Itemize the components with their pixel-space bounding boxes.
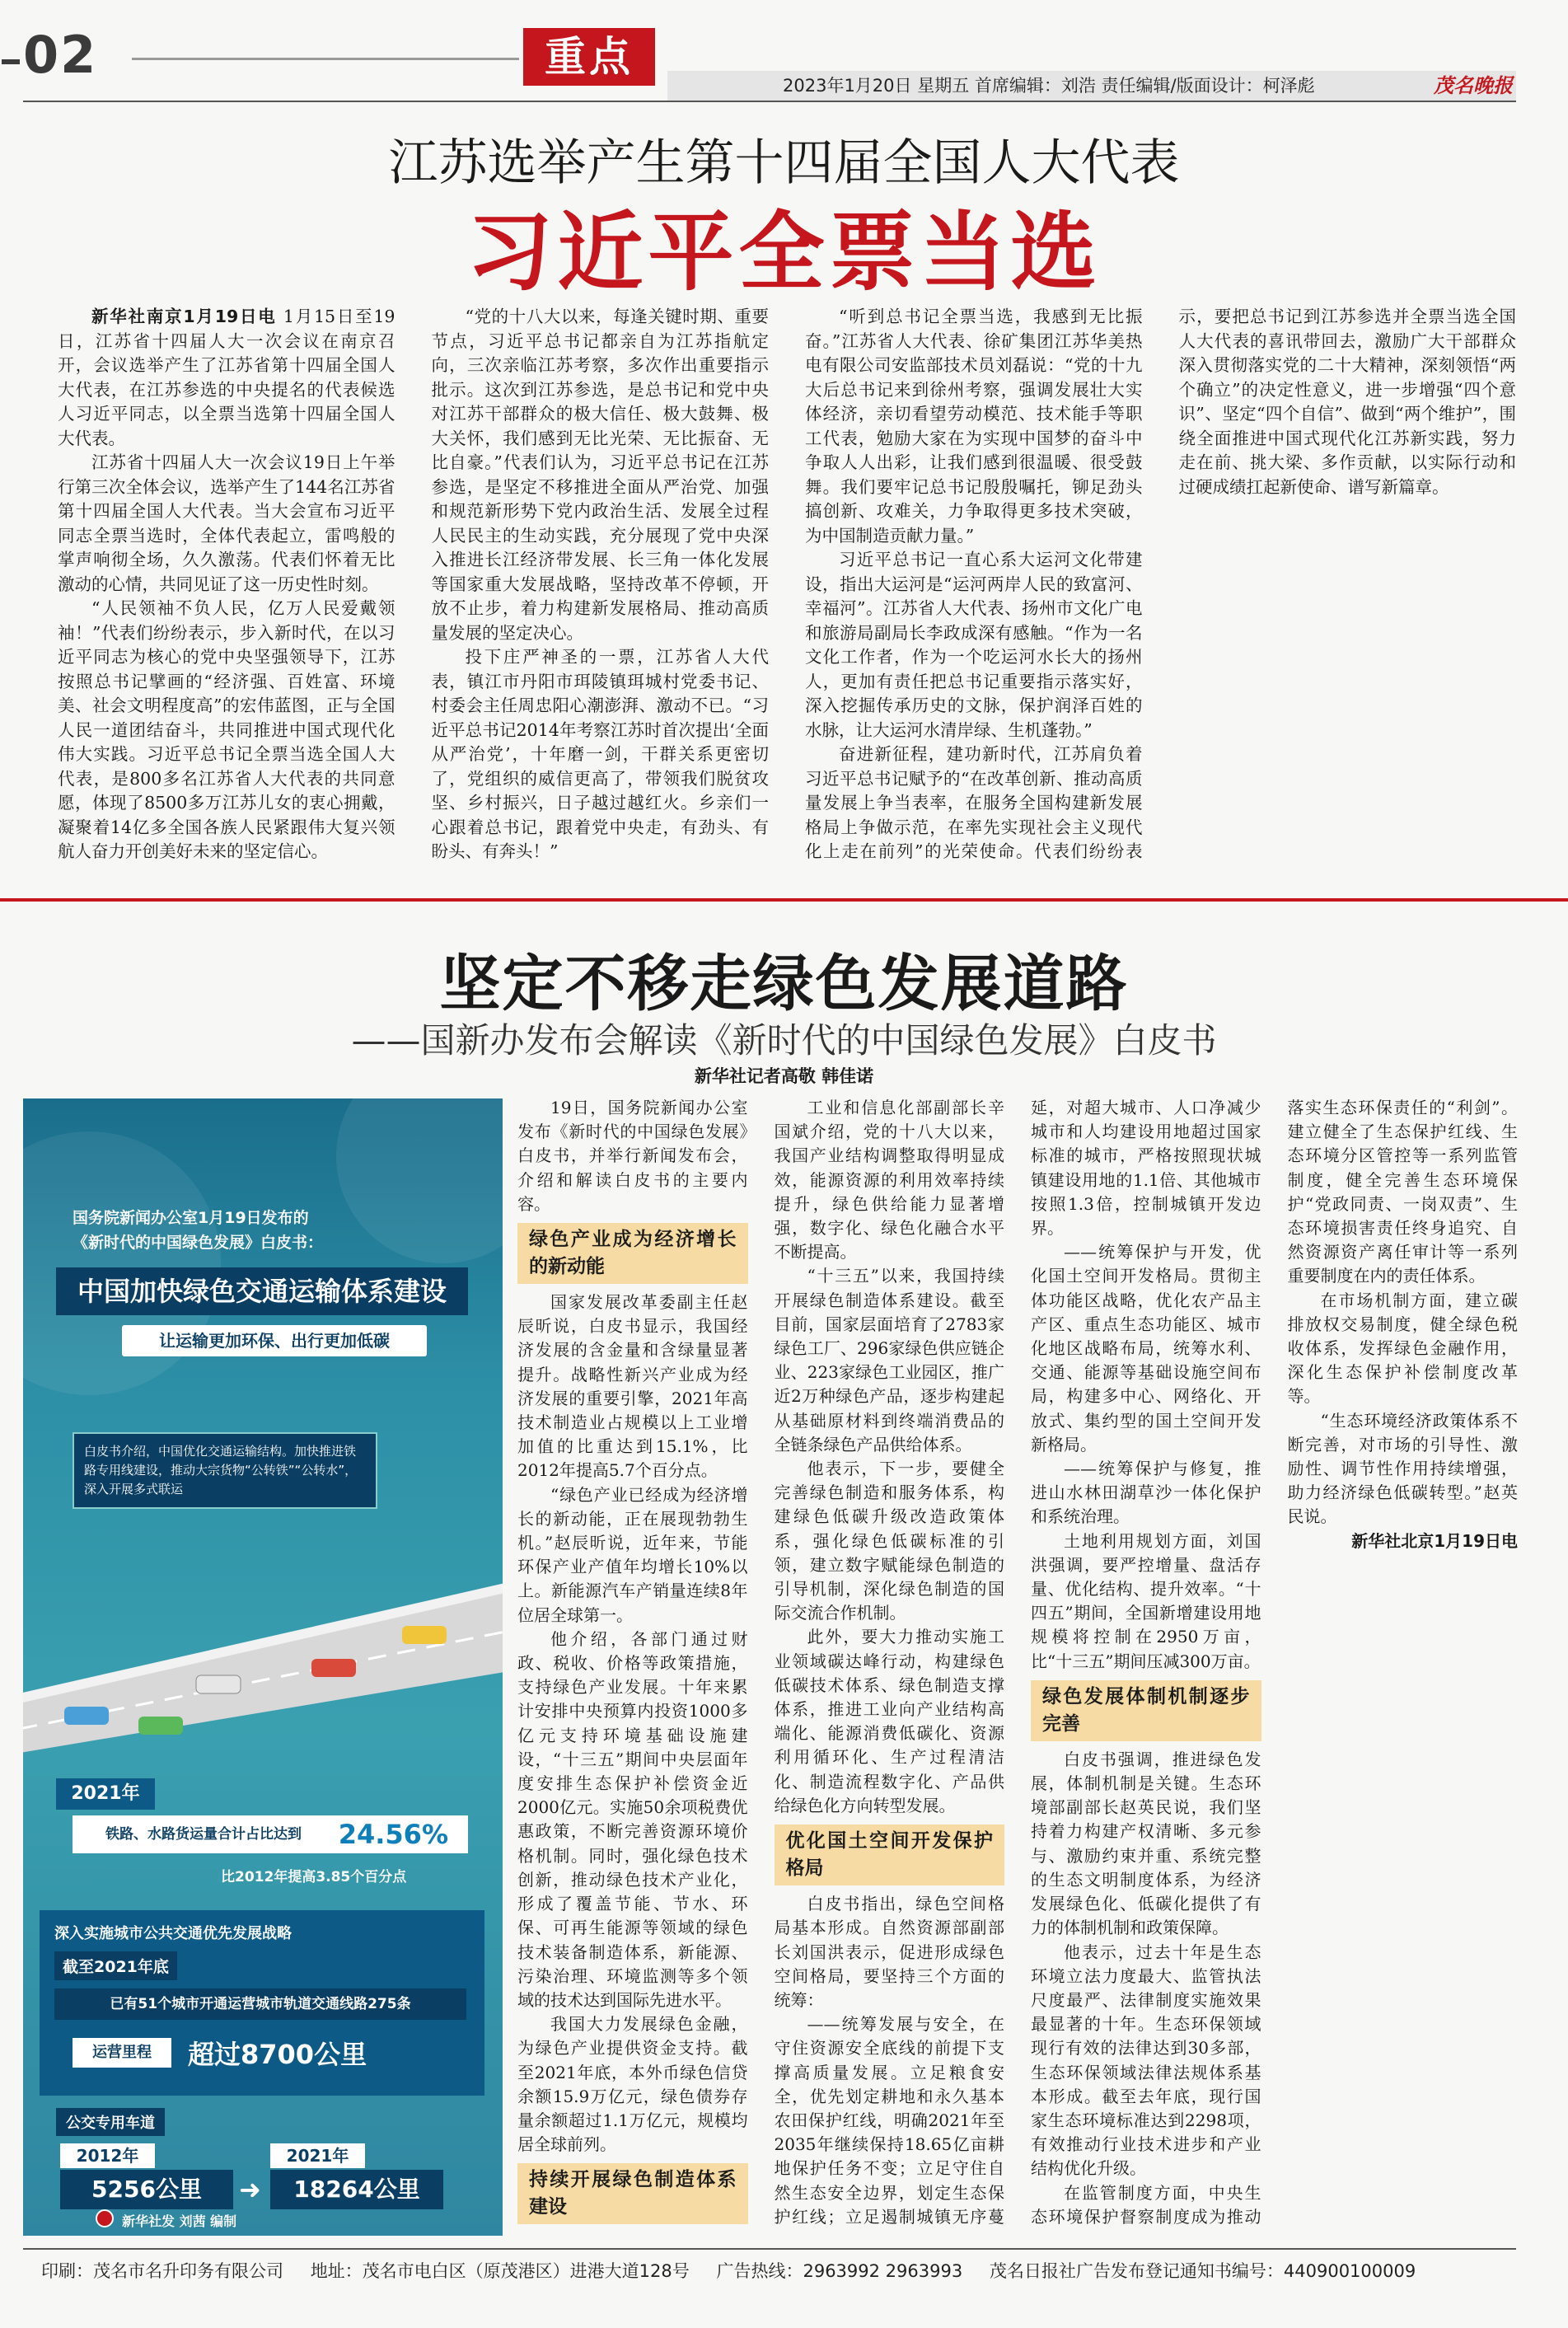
info-caption: 国务院新闻办公室1月19日发布的 — [73, 1209, 309, 1227]
car-icon — [64, 1707, 109, 1725]
article1-dateline: 新华社南京1月19日电 — [91, 307, 277, 326]
stat-increase: 比2012年提高3.85个百分点 — [221, 1869, 407, 1885]
article2-paragraph: 白皮书强调，推进绿色发展，体制机制是关键。生态环境部副部长赵英民说，我们坚持着力构建产权清晰、多元参与、激励约束并重、系统完整的生态文明制度体系，为经济发展绿色化、低碳化提供了有力的体制机制和政策保障。 — [1031, 1749, 1261, 1938]
stat-bar — [73, 1815, 468, 1853]
article2-paragraph: 19日，国务院新闻办公室发布《新时代的中国绿色发展》白皮书，并举行新闻发布会，介绍和解读白皮书的主要内容。 — [517, 1098, 748, 1214]
footer-address: 地址：茂名市电白区（原茂港区）进港大道128号 — [310, 2261, 690, 2281]
article2-paragraph: “生态环境经济政策体系不断完善，对市场的引导性、激励性、调节性作用持续增强，助力经济绿色低碳转型。”赵英民说。 — [1287, 1410, 1518, 1527]
article2-title: 坚定不移走绿色发展道路 — [439, 949, 1129, 1019]
article2-paragraph: 在监管制度方面，中央生态环境保护督察制度成为推动落实生态环保责任的“利剑”。建立健全了生态保护红线、生态环境分区管控等一系列监管制度，健全完善生态环境保护“党政同责、一岗双责”、生态环境损害责任终身追究、自然资源资产离任审计等一系列重要制度在内的责任体系。 — [1031, 1098, 1518, 2227]
article2-paragraph: 国家发展改革委副主任赵辰昕说，白皮书显示，我国经济发展的含金量和含绿量显著提升。战略性新兴产业成为经济发展的重要引擎，2021年高技术制造业占规模以上工业增加值的比重达到15.1%，比2012年提高5.7个百分点。 — [517, 1292, 748, 1481]
bus-year-2021: 2021年 — [270, 2143, 365, 2168]
article2-subhead: 绿色产业成为经济增长的新动能 — [517, 1223, 748, 1284]
info-caption: 《新时代的中国绿色发展》白皮书： — [73, 1234, 324, 1252]
article1-paragraph: 习近平总书记一直心系大运河文化带建设，指出大运河是“运河两岸人民的致富河、幸福河”。江苏省人大代表、扬州市文化广电和旅游局副局长李政成深有感触。“作为一名文化工作者，作为一个吃运河水长大的扬州人，更加有责任把总书记重要指示落实好，深入挖掘传承历史的文脉，保护润泽百姓的水脉，让大运河水清岸绿、生机蓬勃。” — [805, 550, 1143, 740]
article2-paragraph: ——统筹发展与安全，在守住资源安全底线的前提下支撑高质量发展。立足粮食安全，优先划定耕地和永久基本农田保护红线，明确2021年至2035年继续保持18.65亿亩耕地保护任务不变；立足守住自然生态安全边界，划定生态保护红线；立足遏制城镇无序蔓延，对超大城市、人口净减少城市和人均建设用地超过国家标准的城市，严格按照现状城镇建设用地的1.1倍、其他城市按照1.3倍，控制城镇开发边界。 — [774, 1098, 1261, 2227]
transit-count: 已有51个城市开通运营城市轨道交通线路275条 — [54, 1988, 466, 2020]
article2-subhead: 优化国土空间开发保护格局 — [775, 1824, 1005, 1885]
article2-paragraph: “十三五”以来，我国持续开展绿色制造体系建设。截至目前，国家层面培育了2783家绿色工厂、296家绿色供应链企业、223家绿色工业园区，推广近2万种绿色产品，逐步构建起从基础原材料到终端消费品的全链条绿色产品供给体系。 — [774, 1266, 1004, 1454]
article2-paragraph: 在市场机制方面，建立碳排放权交易制度，健全绿色税收体系，发挥绿色金融作用，深化生态保护补偿制度改革等。 — [1287, 1290, 1518, 1407]
stat-value: 24.56% — [338, 1819, 448, 1850]
footer-license: 茂名日报社广告发布登记通知书编号：440900100009 — [989, 2261, 1416, 2281]
transit-label: 运营里程 — [73, 2038, 171, 2068]
stat-label: 铁路、水路货运量合计占比达到 — [105, 1826, 302, 1843]
masthead-rule — [23, 101, 1516, 102]
stat-year: 2021年 — [56, 1778, 155, 1810]
article1-title: 习近平全票当选 — [466, 202, 1102, 302]
car-icon — [402, 1626, 447, 1644]
article2-body — [517, 1096, 1518, 2241]
article1-subtitle: 江苏选举产生第十四届全国人大代表 — [388, 134, 1180, 192]
car-icon — [311, 1659, 356, 1677]
footer-rule — [23, 2248, 1516, 2250]
article2-signoff: 新华社北京1月19日电 — [1351, 1530, 1518, 1551]
article2-paragraph: 白皮书指出，绿色空间格局基本形成。自然资源部副部长刘国洪表示，促进形成绿色空间格局，要坚持三个方面的统筹： — [774, 1894, 1004, 2010]
info-credit: 新华社发 刘茜 编制 — [122, 2213, 237, 2229]
article2-paragraph: 土地利用规划方面，刘国洪强调，要严控增量、盘活存量、优化结构、提升效率。“十四五”期间，全国新增建设用地规模将控制在2950万亩，比“十三五”期间压减300万亩。 — [1031, 1530, 1261, 1671]
highway-illustration — [23, 1560, 503, 1758]
article2-paragraph: “绿色产业已经成为经济增长的新动能，正在展现勃勃生机。”赵辰昕说，近年来，节能环保产业产值年均增长10%以上。新能源汽车产销量连续8年位居全球第一。 — [517, 1484, 748, 1625]
masthead-info-bar — [667, 71, 1516, 101]
bus-lane-title: 公交专用车道 — [56, 2108, 165, 2136]
bus-year-2012: 2012年 — [60, 2143, 155, 2168]
xinhua-logo-icon — [96, 2209, 114, 2227]
page-number: 02 — [23, 25, 98, 85]
article1-paragraph: 投下庄严神圣的一票，江苏省人大代表，镇江市丹阳市珥陵镇珥城村党委书记、村委会主任周忠阳心潮澎湃、激动不已。“习近平总书记2014年考察江苏时首次提出‘全面从严治党’，十年磨一剑，干群关系更密切了，党组织的威信更高了，带领我们脱贫攻坚、乡村振兴，日子越过越红火。乡亲们一心跟着总书记，跟着党中央走，有劲头、有盼头、有奔头！” — [431, 647, 769, 861]
transit-title: 深入实施城市公共交通优先发展战略 — [54, 1925, 292, 1942]
article2-paragraph: ——统筹保护与修复，推进山水林田湖草沙一体化保护和系统治理。 — [1031, 1459, 1261, 1527]
article2-paragraph: 工业和信息化部副部长辛国斌介绍，党的十八大以来，我国产业结构调整取得明显成效，能源资源的利用效率持续提升，绿色供给能力显著增强，数字化、绿色化融合水平不断提高。 — [774, 1098, 1004, 1262]
article1-body — [58, 305, 1516, 882]
bus-value-2021: 18264公里 — [270, 2170, 443, 2209]
article2-byline: 新华社记者高敬 韩佳诺 — [694, 1066, 874, 1086]
arrow-right-icon: ➜ — [239, 2174, 261, 2205]
article1-paragraph: “听到总书记全票当选，我感到无比振奋。”江苏省人大代表、徐矿集团江苏华美热电有限公司安监部技术员刘磊说：“党的十九大后总书记来到徐州考察，强调发展壮大实体经济，亲切看望劳动模范、技术能手等职工代表，勉励大家在为实现中国梦的奋斗中争取人人出彩，让我们感到很温暖、很受鼓舞。我们要牢记总书记殷殷嘱托，铆足劲头搞创新、攻难关，力争取得更多技术突破，为中国制造贡献力量。” — [805, 307, 1143, 546]
article2-paragraph: 他表示，过去十年是生态环境立法力度最大、监管执法尺度最严、法律制度实施效果最显著的十年。生态环保领域现行有效的法律达到30多部，生态环保领域法律法规体系基本形成。截至去年底，现行国家生态环境标准达到2298项，有效推动行业技术进步和产业结构优化升级。 — [1031, 1942, 1261, 2179]
car-icon — [196, 1675, 241, 1693]
article2-paragraph: 此外，要大力推动实施工业领域碳达峰行动，构建绿色低碳技术体系、绿色制造支撑体系，推进工业向产业结构高端化、能源消费低碳化、资源利用循环化、生产过程清洁化、制造流程数字化、产品供给绿色化方向转型发展。 — [774, 1627, 1004, 1815]
article1-paragraph: 奋进新征程，建功新时代，江苏肩负着习近平总书记赋予的“在改革创新、推动高质量发展上争当表率，在服务全国构建新发展格局上争做示范，在率先实现社会主义现代化上走在前列”的光荣使命。代表们纷纷表示，要把总书记到江苏参选并全票当选全国人大代表的喜讯带回去，激励广大干部群众深入贯彻落实党的二十大精神，深刻领悟“两个确立”的决定性意义，进一步增强“四个意识”、坚定“四个自信”、做到“两个维护”，围绕全面推进中国式现代化江苏新实践，努力走在前、挑大梁、多作贡献，以实际行动和过硬成绩扛起新使命、谱写新篇章。 — [805, 307, 1516, 861]
bus-value-2012: 5256公里 — [60, 2170, 233, 2209]
info-headline: 中国加快绿色交通运输体系建设 — [56, 1267, 468, 1315]
article1-paragraph: “党的十八大以来，每逢关键时期、重要节点，习近平总书记都亲自为江苏指航定向，三次亲临江苏考察，多次作出重要指示批示。这次到江苏参选，是总书记和党中央对江苏干部群众的极大信任、极大鼓舞、极大关怀，我们感到无比光荣、无比振奋、无比自豪。”代表们认为，习近平总书记在江苏参选，是坚定不移推进全面从严治党、加强和规范新形势下党内政治生活、发展全过程人民民主的生动实践，充分展现了党中央深入推进长江经济带发展、长三角一体化发展等国家重大发展战略，坚持改革不停顿，开放不止步，着力构建新发展格局、推动高质量发展的坚定决心。 — [431, 307, 769, 643]
article1-paragraph: 江苏省十四届人大一次会议19日上午举行第三次全体会议，选举产生了144名江苏省第十四届全国人大代表。当大会宣布习近平同志全票当选时，全体代表起立，雷鸣般的掌声响彻全场，久久激荡。代表们怀着无比激动的心情，共同见证了这一历史性时刻。 — [58, 452, 396, 594]
article2-subhead: 绿色发展体制机制逐步完善 — [1031, 1680, 1261, 1741]
section-tag: 重点 — [523, 28, 655, 86]
transit-box — [40, 1910, 484, 2096]
road-surface — [23, 1585, 503, 1758]
article2-paragraph: ——统筹保护与开发，优化国土空间开发格局。贯彻主体功能区战略，优化农产品主产区、重点生态功能区、城市化地区战略布局，统筹水利、交通、能源等基础设施空间布局，构建多中心、网络化、开放式、集约型的国土空间开发新格局。 — [1031, 1242, 1261, 1454]
info-tagline: 让运输更加环保、出行更加低碳 — [122, 1325, 427, 1356]
article1-paragraph: 新华社南京1月19日电 1月15日至19日，江苏省十四届人大一次会议在南京召开，会议选举产生了江苏省第十四届全国人大代表，在江苏参选的中央提名的代表候选人习近平同志，以全票当选第十四届全国人大代表。 — [58, 307, 396, 448]
transit-year: 截至2021年底 — [54, 1951, 177, 1980]
article2-subhead: 持续开展绿色制造体系建设 — [517, 2163, 748, 2224]
car-icon — [138, 1717, 183, 1735]
article1-paragraph: “人民领袖不负人民，亿万人民爱戴领袖！”代表们纷纷表示，步入新时代，在以习近平同志为核心的党中央坚强领导下，江苏按照总书记擘画的“经济强、百姓富、环境美、社会文明程度高”的宏伟蓝图，正与全国人民一道团结奋斗，共同推进中国式现代化伟大实践。习近平总书记全票当选全国人大代表，是800多名江苏省人大代表的共同意愿，体现了8500多万江苏儿女的衷心拥戴，凝聚着14亿多全国各族人民紧跟伟大复兴领航人奋力开创美好未来的坚定信心。 — [58, 598, 396, 861]
section-divider — [0, 898, 1568, 902]
transit-value: 超过8700公里 — [188, 2039, 367, 2070]
footer — [41, 2258, 1516, 2283]
decor-circle — [336, 1098, 503, 1263]
infographic — [23, 1098, 503, 2236]
newspaper-logo: 茂名晚报 — [1434, 73, 1513, 97]
article2-paragraph: 他介绍，各部门通过财政、税收、价格等政策措施，支持绿色产业发展。十年来累计安排中央预算内投资1000多亿元支持环境基础设施建设，“十三五”期间中央层面年度安排生态保护补偿资金近2000亿元。实施50余项税费优惠政策，不断完善资源环境价格机制。同时，强化绿色技术创新，推动绿色技术产业化，形成了覆盖节能、节水、环保、可再生能源等领域的绿色技术装备制造体系，新能源、污染治理、环境监测等多个领域的技术达到国际先进水平。 — [517, 1628, 748, 2010]
footer-ad-hotline: 广告热线：2963992 2963993 — [716, 2261, 963, 2281]
info-description: 白皮书介绍，中国优化交通运输结构。加快推进铁路专用线建设，推动大宗货物“公转铁”“公转水”，深入开展多式联运 — [73, 1432, 377, 1509]
article2-subtitle: ——国新办发布会解读《新时代的中国绿色发展》白皮书 — [351, 1020, 1217, 1061]
masthead-info: 2023年1月20日 星期五 首席编辑：刘浩 责任编辑/版面设计：柯泽彪 — [783, 76, 1315, 96]
article2-paragraph: 他表示，下一步，要健全完善绿色制造和服务体系，构建绿色低碳升级改造政策体系，强化绿色低碳标准的引领，建立数字赋能绿色制造的引导机制，深化绿色制造的国际交流合作机制。 — [774, 1459, 1004, 1623]
footer-printer: 印刷：茂名市名升印务有限公司 — [41, 2261, 283, 2281]
masthead-divider — [132, 58, 519, 60]
article2-paragraph: 我国大力发展绿色金融，为绿色产业提供资金支持。截至2021年底，本外币绿色信贷余额15.9万亿元，绿色债券存量余额超过1.1万亿元，规模均居全球前列。 — [517, 2014, 748, 2155]
